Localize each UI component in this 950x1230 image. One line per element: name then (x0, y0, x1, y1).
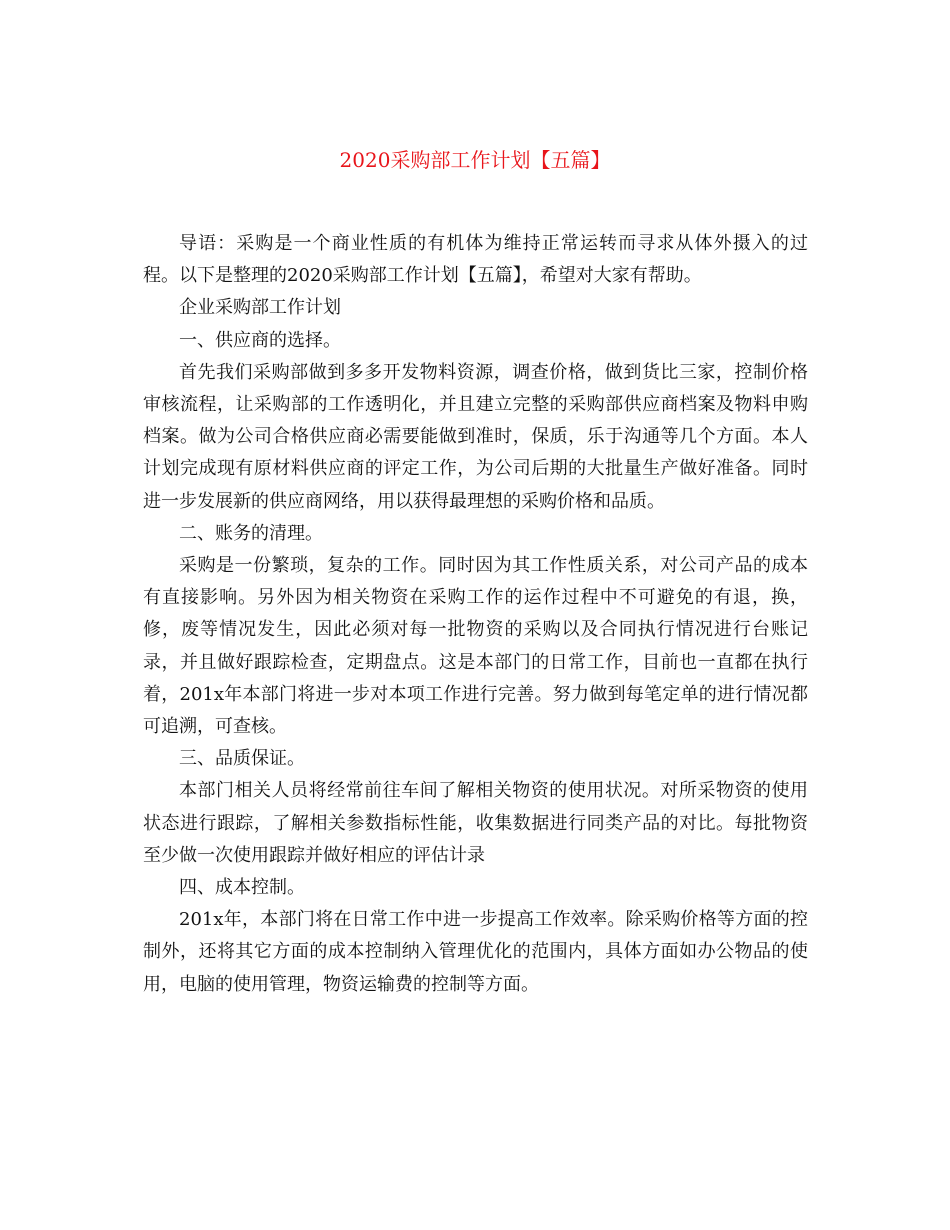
paragraph-section-4: 201x年，本部门将在日常工作中进一步提高工作效率。除采购价格等方面的控制外，还将其它方面的成本控制纳入管理优化的范围内，具体方面如办公物品的使用，电脑的使用管理，物资运输费的控制等方面。 (143, 909, 808, 995)
paragraph-section-2: 采购是一份繁琐，复杂的工作。同时因为其工作性质关系，对公司产品的成本有直接影响。另外因为相关物资在采购工作的运作过程中不可避免的有退，换，修，废等情况发生，因此必须对每一批物资的采购以及合同执行情况进行台账记录，并且做好跟踪检查，定期盘点。这是本部门的日常工作，目前也一直都在执行着，201x年本部门将进一步对本项工作进行完善。努力做到每笔定单的进行情况都可追溯，可查核。 (143, 555, 808, 738)
section-heading-2: 二、账务的清理。 (179, 522, 323, 544)
document-title: 2020采购部工作计划【五篇】 (339, 148, 611, 172)
section-heading-4: 四、成本控制。 (179, 877, 305, 899)
document-body (143, 228, 808, 1001)
paragraph-section-3: 本部门相关人员将经常前往车间了解相关物资的使用状况。对所采物资的使用状态进行跟踪，了解相关参数指标性能，收集数据进行同类产品的对比。每批物资至少做一次使用跟踪并做好相应的评估计录 (143, 780, 808, 866)
paragraph-heading-plan: 企业采购部工作计划 (179, 297, 341, 319)
paragraph-section-1: 首先我们采购部做到多多开发物料资源，调查价格，做到货比三家，控制价格审核流程，让采购部的工作透明化，并且建立完整的采购部供应商档案及物料申购档案。做为公司合格供应商必需要能做到准时，保质，乐于沟通等几个方面。本人计划完成现有原材料供应商的评定工作，为公司后期的大批量生产做好准备。同时进一步发展新的供应商网络，用以获得最理想的采购价格和品质。 (143, 361, 808, 512)
section-heading-3: 三、品质保证。 (179, 748, 305, 770)
section-heading-1: 一、供应商的选择。 (179, 329, 341, 351)
paragraph-intro: 导语：采购是一个商业性质的有机体为维持正常运转而寻求从体外摄入的过程。以下是整理的2020采购部工作计划【五篇】，希望对大家有帮助。 (143, 233, 808, 287)
